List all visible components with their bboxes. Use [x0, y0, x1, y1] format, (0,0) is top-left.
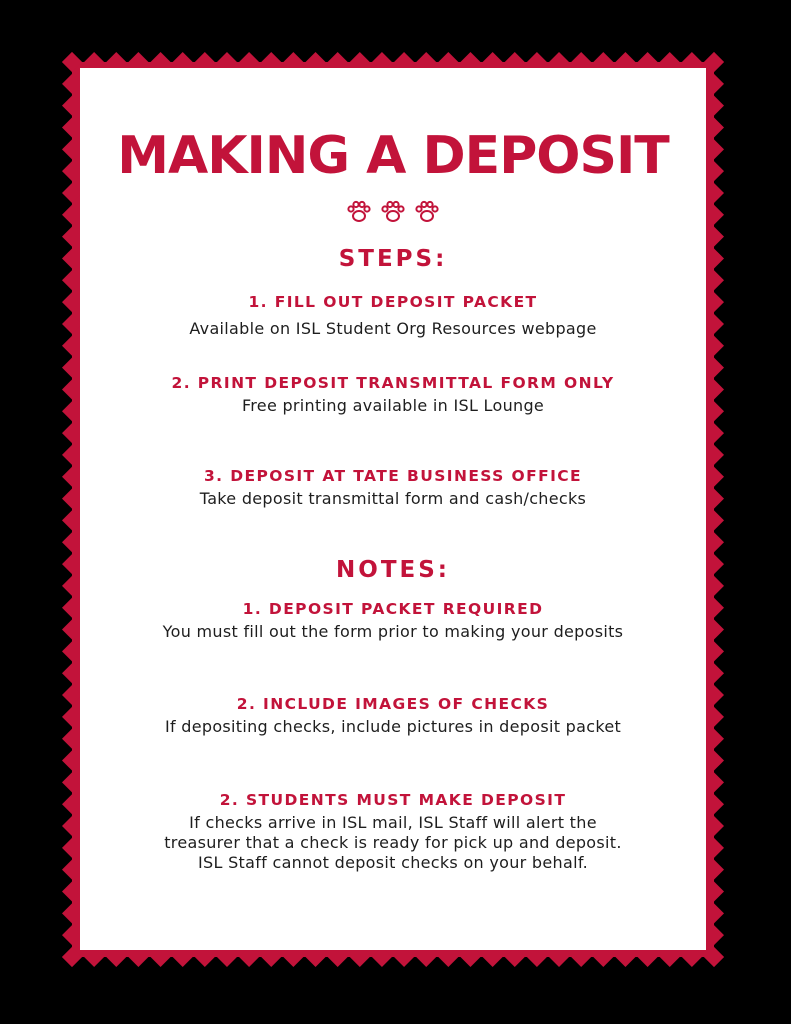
step-text: Take deposit transmittal form and cash/checks	[199, 489, 587, 508]
paw-print-icon	[380, 200, 406, 224]
step-item-2	[160, 374, 626, 415]
paw-print-icon	[414, 200, 440, 224]
steps-heading: STEPS:	[338, 246, 448, 272]
step-heading: 2. PRINT DEPOSIT TRANSMITTAL FORM ONLY	[171, 374, 615, 392]
note-item-2	[160, 695, 626, 736]
paw-print-icon	[346, 200, 372, 224]
page-title: MAKING A DEPOSIT	[117, 126, 669, 186]
note-text: You must fill out the form prior to making your deposits	[162, 622, 624, 641]
flyer-card	[80, 68, 706, 950]
notes-heading: NOTES:	[336, 557, 450, 583]
step-item-1	[160, 293, 626, 338]
note-text: If checks arrive in ISL mail, ISL Staff will alert the treasurer that a check is ready for pick up and deposit. ISL Staff cannot deposit checks on your behalf.	[164, 813, 622, 872]
note-heading: 1. DEPOSIT PACKET REQUIRED	[242, 600, 544, 618]
step-heading: 3. DEPOSIT AT TATE BUSINESS OFFICE	[203, 467, 583, 485]
step-text: Free printing available in ISL Lounge	[241, 396, 545, 415]
note-heading: 2. STUDENTS MUST MAKE DEPOSIT	[219, 791, 567, 809]
step-heading: 1. FILL OUT DEPOSIT PACKET	[248, 293, 538, 311]
note-item-3	[150, 791, 636, 873]
step-item-3	[160, 467, 626, 508]
note-text: If depositing checks, include pictures in deposit packet	[164, 717, 622, 736]
step-text: Available on ISL Student Org Resources webpage	[189, 319, 597, 338]
note-item-1	[160, 600, 626, 641]
note-heading: 2. INCLUDE IMAGES OF CHECKS	[236, 695, 550, 713]
paw-divider	[80, 200, 706, 226]
